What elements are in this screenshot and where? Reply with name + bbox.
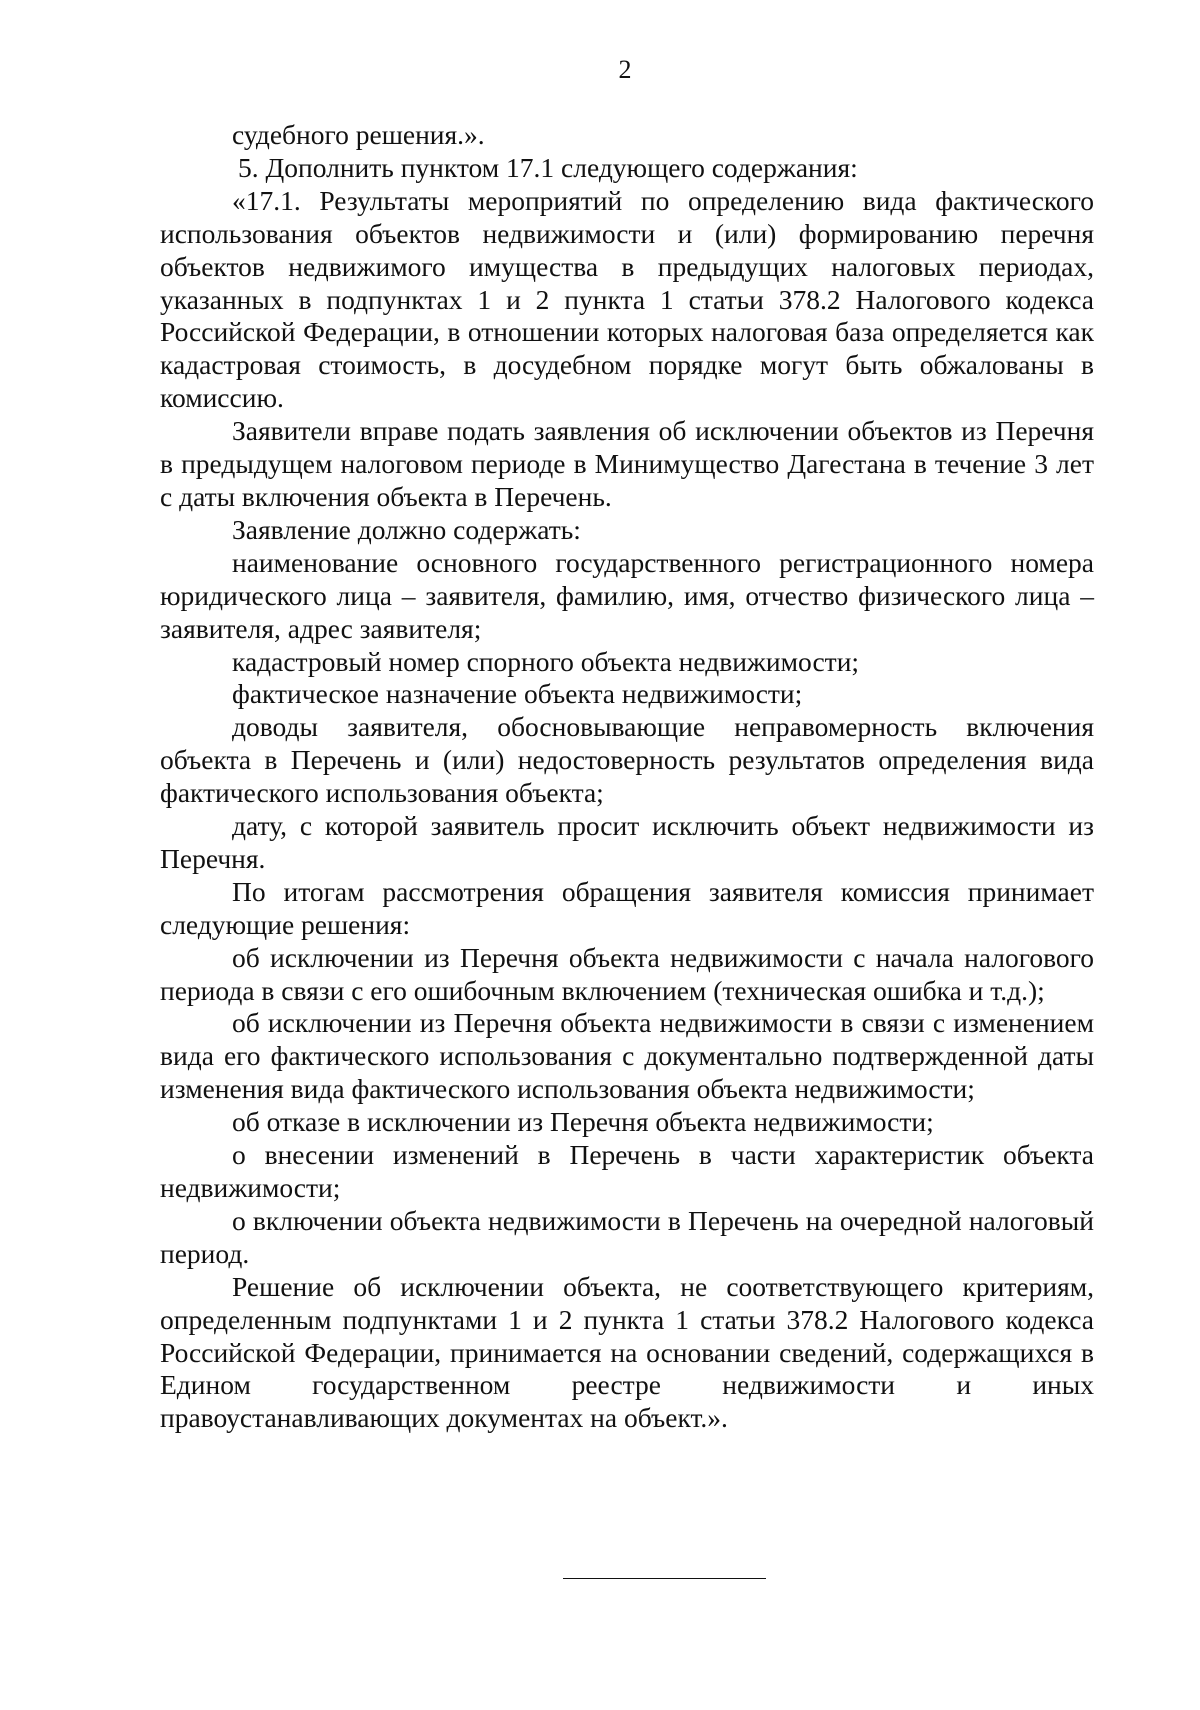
paragraph-17-1-results: «17.1. Результаты мероприятий по определению вида фактического использования объектов недвижимости и (или) формированию перечня объектов недвижимого имущества в предыдущих налоговых периодах, указанных в подпунктах 1 и 2 пункта 1 статьи 378.2 Налогового кодекса Российской Федерации, в отношении которых налоговая база определяется как кадастровая стоимость, в досудебном порядке могут быть обжалованы в комиссию. [160,184,1094,414]
end-of-text-rule [563,1578,766,1579]
paragraph-exclusion-basis: Решение об исключении объекта, не соответствующего критериям, определенным подпунктами 1 и 2 пункта 1 статьи 378.2 Налогового кодекса Российской Федерации, принимается на основании сведений, содержащихся в Едином государственном реестре недвижимости и иных правоустанавливающих документах на объект.». [160,1270,1094,1434]
decision-refusal: об отказе в исключении из Перечня объекта недвижимости; [232,1106,934,1138]
decision-exclusion-error: об исключении из Перечня объекта недвижимости с начала налогового периода в связи с его ошибочным включением (техническая ошибка и т.д.); [160,941,1094,1006]
list-item-arguments: доводы заявителя, обосновывающие неправомерность включения объекта в Перечень и (или) недостоверность результатов определения вида фактического использования объекта; [160,711,1094,809]
paragraph-item-5: 5. Дополнить пунктом 17.1 следующего содержания: [238,151,858,183]
list-item-cadastral-number: кадастровый номер спорного объекта недвижимости; [232,645,860,677]
decision-amendment: о внесении изменений в Перечень в части характеристик объекта недвижимости; [160,1139,1094,1203]
document-body [160,119,1094,1435]
decision-inclusion: о включении объекта недвижимости в Перечень на очередной налоговый период. [160,1204,1094,1269]
paragraph-applicants-right: Заявители вправе подать заявления об исключении объектов из Перечня в предыдущем налоговом периоде в Минимущество Дагестана в течение 3 лет с даты включения объекта в Перечень. [160,415,1094,512]
list-item-registration-number: наименование основного государственного регистрационного номера юридического лица – заявителя, фамилию, имя, отчество физического лица – заявителя, адрес заявителя; [160,546,1094,644]
page-number: 2 [618,55,632,84]
decision-exclusion-use-change: об исключении из Перечня объекта недвижимости в связи с изменением вида его фактического использования с документально подтвержденной даты изменения вида фактического использования объекта недвижимости; [160,1007,1094,1105]
paragraph-court-decision-end: судебного решения.». [232,119,485,150]
list-item-exclusion-date: дату, с которой заявитель просит исключить объект недвижимости из Перечня. [160,810,1094,874]
paragraph-commission-decisions: По итогам рассмотрения обращения заявителя комиссия принимает следующие решения: [160,875,1094,940]
paragraph-application-contents: Заявление должно содержать: [232,513,581,545]
list-item-actual-purpose: фактическое назначение объекта недвижимости; [232,678,803,710]
